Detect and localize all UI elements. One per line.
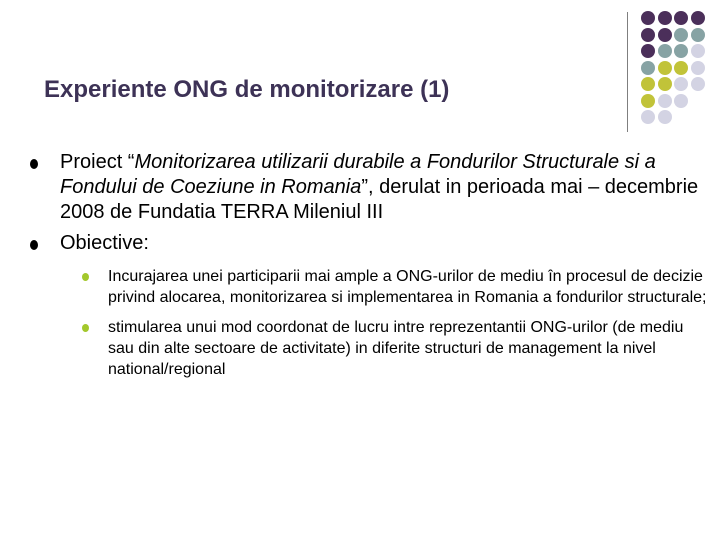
divider-line <box>627 12 628 132</box>
decorative-dot <box>658 77 672 91</box>
decorative-dot <box>658 28 672 42</box>
project-text-suffix: ”, derulat in perioada mai – decembrie 2008 de Fundatia TERRA Mileniul III <box>60 176 699 223</box>
decorative-dot <box>641 94 655 108</box>
decorative-dot <box>674 44 688 58</box>
sub-bullet-list <box>108 266 708 380</box>
decorative-dot <box>674 77 688 91</box>
decorative-dot <box>658 11 672 25</box>
decorative-dot <box>641 28 655 42</box>
bullet-marker <box>30 240 38 250</box>
objectives-label: Obiective: <box>60 232 149 254</box>
bullet-item-project <box>30 150 700 225</box>
decorative-dot <box>691 11 705 25</box>
decorative-dot <box>658 44 672 58</box>
decorative-dot <box>691 44 705 58</box>
sub-bullet-marker <box>82 273 89 281</box>
decorative-dot <box>691 77 705 91</box>
decorative-dot <box>658 94 672 108</box>
bullet-marker <box>30 159 38 169</box>
decorative-dot <box>674 61 688 75</box>
decorative-dot <box>674 11 688 25</box>
decorative-dot <box>641 77 655 91</box>
decorative-dot <box>641 61 655 75</box>
decorative-dot <box>658 110 672 124</box>
decorative-dot <box>658 61 672 75</box>
sub-bullet-text: stimularea unui mod coordonat de lucru intre reprezentantii ONG-urilor (de mediu sau din alte sectoare de activitate) in diferite structuri de management la nivel national/regional <box>108 319 684 378</box>
bullet-item-objectives <box>30 231 700 256</box>
decorative-dot <box>691 28 705 42</box>
project-text-prefix: Proiect “ <box>60 151 135 173</box>
sub-bullet-item <box>108 266 708 308</box>
decorative-dot <box>674 94 688 108</box>
sub-bullet-marker <box>82 324 89 332</box>
decorative-dot-grid <box>0 0 720 140</box>
sub-bullet-text: Incurajarea unei participarii mai ample a ONG-urilor de mediu în procesul de decizie privind alocarea, monitorizarea si implementarea in Romania a fondurilor structurale; <box>108 268 707 306</box>
bullet-list <box>30 150 707 389</box>
decorative-dot <box>641 110 655 124</box>
project-title: Monitorizarea utilizarii durabile a Fondurilor Structurale si a Fondului de Coeziune in Romania <box>60 151 656 198</box>
decorative-dot <box>674 28 688 42</box>
slide-title: Experiente ONG de monitorizare (1) <box>44 76 450 103</box>
decorative-dot <box>691 61 705 75</box>
sub-bullet-item <box>108 317 708 380</box>
decorative-dot <box>641 11 655 25</box>
decorative-dot <box>641 44 655 58</box>
